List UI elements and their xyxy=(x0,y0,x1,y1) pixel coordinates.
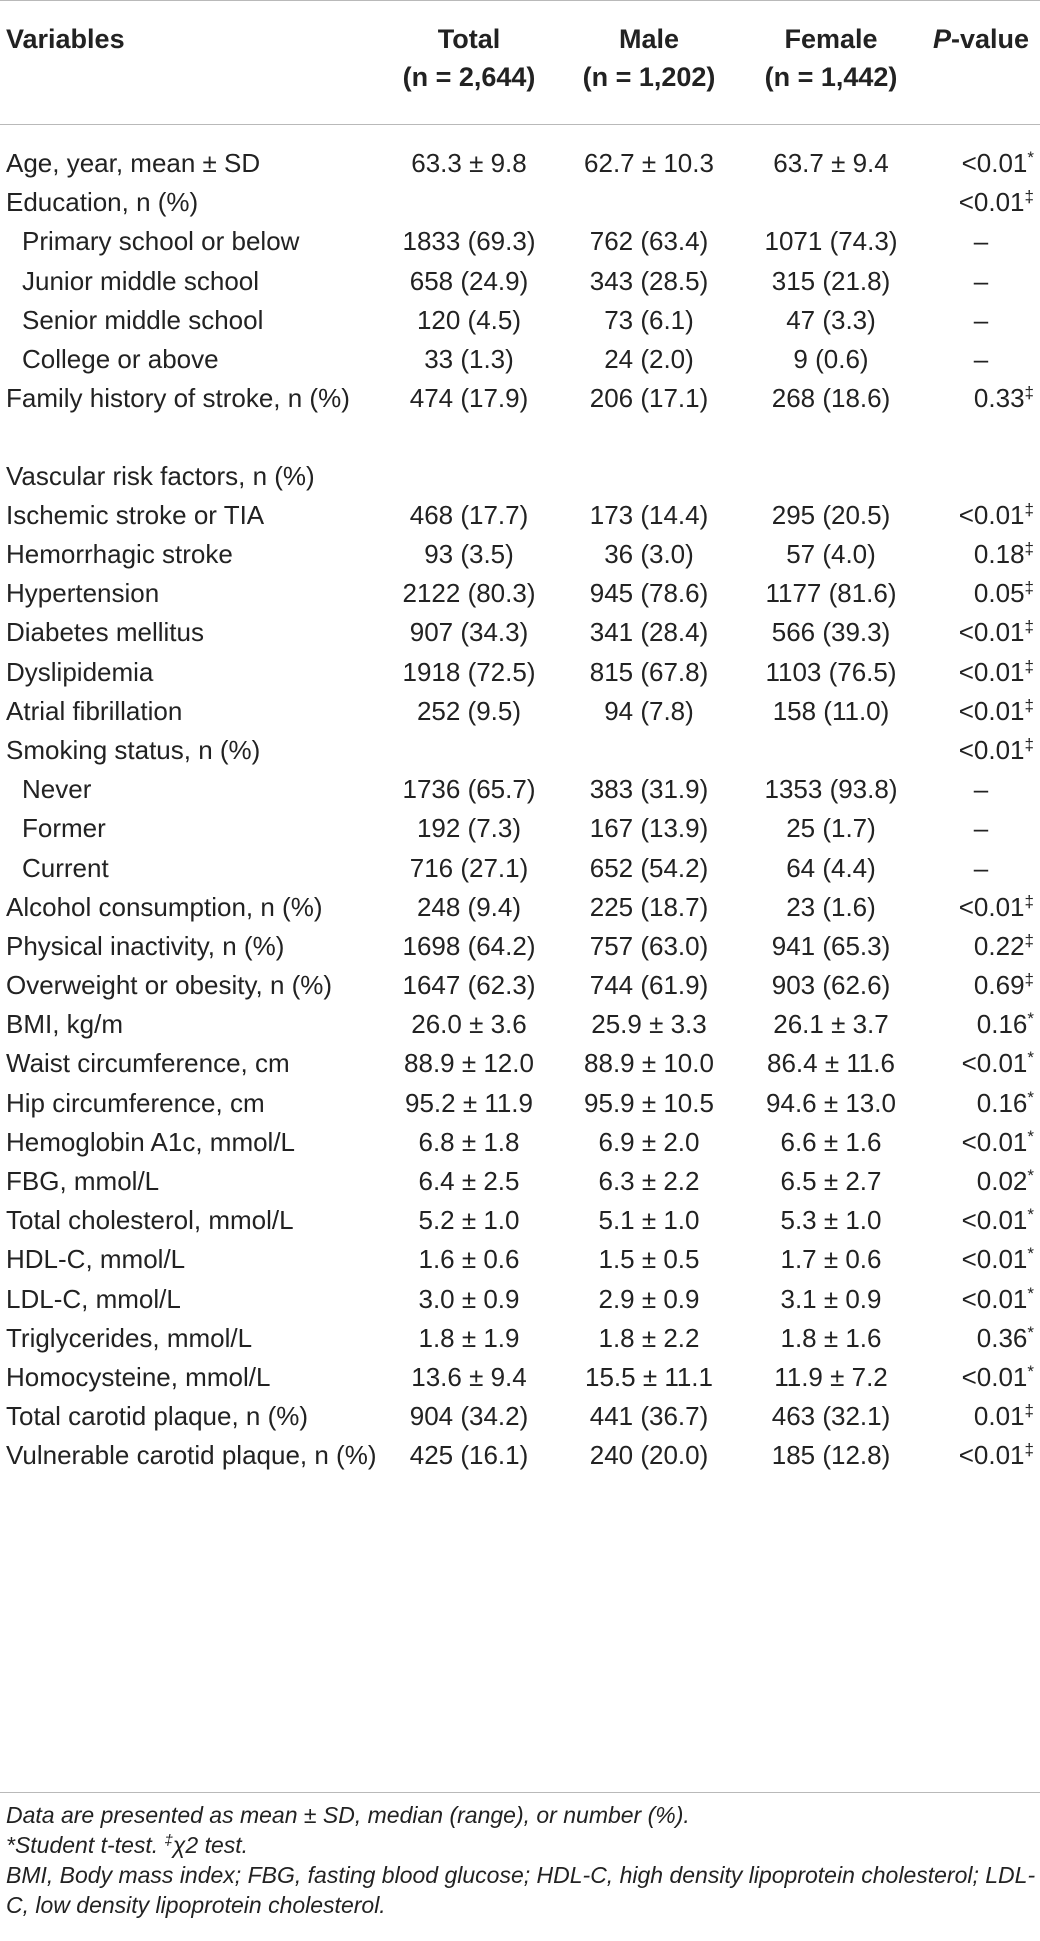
row-p-value xyxy=(922,340,1040,379)
row-total-value: 1.6 ± 0.6 xyxy=(418,1244,520,1275)
p-value-text: <0.01 xyxy=(961,1205,1028,1236)
row-variable-label: Former xyxy=(22,813,106,844)
header-p-rest: -value xyxy=(950,24,1030,54)
row-female-value xyxy=(740,457,922,496)
p-value-text: – xyxy=(973,813,989,844)
row-female-value: 1353 (93.8) xyxy=(764,774,898,805)
p-value-text: 0.01 xyxy=(973,1401,1025,1432)
p-value-test-mark: * xyxy=(1027,1009,1034,1029)
row-total-value: 474 (17.9) xyxy=(409,383,529,414)
row-total-value: 88.9 ± 12.0 xyxy=(404,1048,534,1079)
p-value-text: 0.33 xyxy=(973,383,1025,414)
row-total-value: 33 (1.3) xyxy=(424,343,514,374)
row-male-value: 744 (61.9) xyxy=(589,970,709,1001)
row-p-value xyxy=(922,809,1040,848)
row-p-value xyxy=(922,613,1040,652)
table-row xyxy=(0,535,1040,574)
row-p-value xyxy=(922,262,1040,301)
row-female-value: 1.7 ± 0.6 xyxy=(780,1244,882,1275)
row-p-value xyxy=(922,770,1040,809)
row-p-value xyxy=(922,457,1040,496)
p-value-text: <0.01 xyxy=(958,187,1025,218)
row-male-value: 2.9 ± 0.9 xyxy=(598,1283,700,1314)
row-p-value xyxy=(922,1280,1040,1319)
row-p-value xyxy=(922,222,1040,261)
p-value-test-mark: ‡ xyxy=(1024,187,1034,207)
row-male-value: 62.7 ± 10.3 xyxy=(584,148,714,178)
bottom-rule xyxy=(0,1792,1040,1793)
row-p-value xyxy=(922,927,1040,966)
p-value-text: 0.36 xyxy=(976,1322,1028,1353)
p-value-text: <0.01 xyxy=(958,1440,1025,1471)
p-value-test-mark: ‡ xyxy=(1024,656,1034,676)
table-row xyxy=(0,301,1040,340)
row-variable-label: Vulnerable carotid plaque, n (%) xyxy=(6,1440,377,1471)
row-male-value: 173 (14.4) xyxy=(589,499,709,530)
row-variable-label: Hip circumference, cm xyxy=(6,1087,265,1118)
footnote-dagger: ‡ xyxy=(164,1832,173,1849)
row-variable-label: HDL-C, mmol/L xyxy=(6,1244,186,1275)
p-value-text: 0.16 xyxy=(976,1009,1028,1040)
row-variable-label: Senior middle school xyxy=(22,304,264,335)
header-male xyxy=(558,0,740,144)
row-variable-label: Current xyxy=(22,852,109,883)
row-variable-label: Hypertension xyxy=(6,578,160,609)
row-p-value xyxy=(922,1319,1040,1358)
row-female-value: 57 (4.0) xyxy=(786,539,876,569)
row-total-value: 6.8 ± 1.8 xyxy=(418,1126,520,1157)
table-row xyxy=(0,927,1040,966)
p-value-text: <0.01 xyxy=(958,734,1025,765)
row-total-value: 1.8 ± 1.9 xyxy=(418,1322,520,1353)
row-female-value: 1177 (81.6) xyxy=(765,578,897,609)
p-value-test-mark: * xyxy=(1027,1283,1034,1303)
row-total-value: 120 (4.5) xyxy=(416,304,522,335)
row-total-value: 192 (7.3) xyxy=(416,813,522,844)
p-value-test-mark: * xyxy=(1027,1361,1034,1381)
row-variable-label: Never xyxy=(22,774,92,805)
header-female-label: Female xyxy=(784,24,878,54)
table-row xyxy=(0,379,1040,457)
row-total-value: 3.0 ± 0.9 xyxy=(418,1283,520,1314)
row-variable-label: Triglycerides, mmol/L xyxy=(6,1322,253,1353)
row-male-value: 815 (67.8) xyxy=(589,656,709,687)
row-variable-label: Family history of stroke, n (%) xyxy=(6,383,350,414)
row-female-value: 1.8 ± 1.6 xyxy=(780,1322,882,1353)
row-female-value: 3.1 ± 0.9 xyxy=(780,1283,882,1314)
p-value-text: 0.05 xyxy=(973,578,1025,609)
row-p-value xyxy=(922,1358,1040,1397)
table-row xyxy=(0,849,1040,888)
row-female-value: 941 (65.3) xyxy=(771,930,891,961)
row-male-value: 88.9 ± 10.0 xyxy=(584,1048,714,1079)
p-value-text: <0.01 xyxy=(958,695,1025,726)
table-row xyxy=(0,457,1040,496)
table-row xyxy=(0,183,1040,222)
row-variable-label: Vascular risk factors, n (%) xyxy=(6,460,315,491)
row-p-value xyxy=(922,379,1040,457)
table-row xyxy=(0,1123,1040,1162)
header-p-italic: P xyxy=(932,24,951,54)
header-female-n: (n = 1,442) xyxy=(764,62,898,92)
row-total-value: 248 (9.4) xyxy=(416,891,522,922)
header-female xyxy=(740,0,922,144)
row-male-value: 652 (54.2) xyxy=(589,852,709,883)
row-total-value: 716 (27.1) xyxy=(409,852,529,883)
row-total-value: 63.3 ± 9.8 xyxy=(411,148,527,178)
table-row xyxy=(0,574,1040,613)
row-variable-label: Smoking status, n (%) xyxy=(6,734,261,765)
header-variables: Variables xyxy=(6,24,125,54)
row-female-value: 158 (11.0) xyxy=(772,695,890,726)
row-variable-label: LDL-C, mmol/L xyxy=(6,1283,181,1314)
row-p-value xyxy=(922,1201,1040,1240)
row-female-value: 268 (18.6) xyxy=(771,383,891,414)
p-value-test-mark: ‡ xyxy=(1024,891,1034,911)
row-total-value: 13.6 ± 9.4 xyxy=(411,1361,527,1392)
row-p-value xyxy=(922,966,1040,1005)
row-total-value: 252 (9.5) xyxy=(416,695,522,726)
p-value-text: 0.02 xyxy=(976,1166,1028,1196)
p-value-test-mark: ‡ xyxy=(1024,617,1034,637)
p-value-text: 0.22 xyxy=(973,930,1025,961)
header-total-n: (n = 2,644) xyxy=(402,62,536,92)
table-row xyxy=(0,809,1040,848)
p-value-text: <0.01 xyxy=(961,148,1028,178)
row-variable-label: BMI, kg/m xyxy=(6,1009,124,1040)
table-row xyxy=(0,1436,1040,1514)
table-row xyxy=(0,1084,1040,1123)
row-p-value xyxy=(922,144,1040,183)
row-variable-label: Total cholesterol, mmol/L xyxy=(6,1205,294,1236)
row-p-value xyxy=(922,496,1040,535)
p-value-test-mark: ‡ xyxy=(1024,539,1034,558)
row-p-value xyxy=(922,692,1040,731)
p-value-test-mark: * xyxy=(1027,1126,1034,1146)
row-total-value xyxy=(380,731,558,770)
row-male-value: 6.9 ± 2.0 xyxy=(598,1126,700,1157)
row-male-value: 167 (13.9) xyxy=(589,813,709,844)
p-value-text: <0.01 xyxy=(958,891,1025,922)
p-value-test-mark: ‡ xyxy=(1024,578,1034,598)
row-female-value xyxy=(740,183,922,222)
table-row xyxy=(0,222,1040,261)
header-male-n: (n = 1,202) xyxy=(582,62,716,92)
table-row xyxy=(0,653,1040,692)
p-value-test-mark: * xyxy=(1027,1322,1034,1342)
table-row xyxy=(0,731,1040,770)
row-total-value: 907 (34.3) xyxy=(409,617,529,648)
row-male-value xyxy=(558,731,740,770)
p-value-text: – xyxy=(973,226,989,257)
row-total-value: 5.2 ± 1.0 xyxy=(418,1205,520,1236)
row-female-value: 63.7 ± 9.4 xyxy=(773,148,889,178)
table-row xyxy=(0,1162,1040,1201)
p-value-test-mark: * xyxy=(1027,1087,1034,1107)
row-variable-label: Junior middle school xyxy=(22,265,260,296)
row-variable-label: Overweight or obesity, n (%) xyxy=(6,970,333,1001)
row-p-value xyxy=(922,1240,1040,1279)
row-male-value: 1.5 ± 0.5 xyxy=(598,1244,700,1275)
p-value-text: <0.01 xyxy=(961,1126,1028,1157)
row-female-value: 185 (12.8) xyxy=(771,1440,891,1471)
row-variable-label: Waist circumference, cm xyxy=(6,1048,290,1079)
p-value-test-mark: * xyxy=(1027,1166,1034,1185)
p-value-text: <0.01 xyxy=(961,1048,1028,1079)
footnote-line-1: Data are presented as mean ± SD, median (range), or number (%). xyxy=(6,1802,690,1828)
p-value-text: <0.01 xyxy=(958,617,1025,648)
row-total-value xyxy=(380,457,558,496)
table-row xyxy=(0,613,1040,652)
row-total-value: 1698 (64.2) xyxy=(402,930,536,961)
table-row xyxy=(0,888,1040,927)
row-p-value xyxy=(922,301,1040,340)
p-value-text: – xyxy=(973,774,989,805)
row-female-value: 5.3 ± 1.0 xyxy=(780,1205,882,1236)
p-value-text: <0.01 xyxy=(961,1283,1028,1314)
p-value-text: <0.01 xyxy=(958,499,1025,530)
row-male-value: 343 (28.5) xyxy=(589,265,709,296)
table-row xyxy=(0,1280,1040,1319)
row-female-value: 47 (3.3) xyxy=(786,304,876,335)
p-value-text: – xyxy=(973,265,989,296)
row-total-value: 425 (16.1) xyxy=(409,1440,529,1471)
row-variable-label: Hemorrhagic stroke xyxy=(6,539,233,569)
row-female-value: 463 (32.1) xyxy=(771,1401,891,1432)
row-female-value: 26.1 ± 3.7 xyxy=(773,1009,889,1040)
row-variable-label: Physical inactivity, n (%) xyxy=(6,930,285,961)
row-p-value xyxy=(922,849,1040,888)
p-value-test-mark: * xyxy=(1027,148,1034,167)
p-value-test-mark: ‡ xyxy=(1024,1401,1034,1421)
row-total-value: 6.4 ± 2.5 xyxy=(418,1166,520,1196)
p-value-text: <0.01 xyxy=(961,1361,1028,1392)
row-male-value: 73 (6.1) xyxy=(604,304,694,335)
p-value-text: 0.16 xyxy=(976,1087,1028,1118)
row-total-value: 1833 (69.3) xyxy=(402,226,536,257)
row-total-value: 1736 (65.7) xyxy=(402,774,536,805)
footnote-line-2 xyxy=(6,1830,1036,1860)
row-female-value: 9 (0.6) xyxy=(793,343,869,374)
row-variable-label: Dyslipidemia xyxy=(6,656,154,687)
row-variable-label: Alcohol consumption, n (%) xyxy=(6,891,323,922)
p-value-test-mark: ‡ xyxy=(1024,1440,1034,1460)
row-variable-label: FBG, mmol/L xyxy=(6,1166,160,1196)
row-male-value: 1.8 ± 2.2 xyxy=(598,1322,700,1353)
row-total-value: 95.2 ± 11.9 xyxy=(405,1087,533,1118)
row-p-value xyxy=(922,1436,1040,1514)
p-value-test-mark: ‡ xyxy=(1024,734,1034,754)
table-row xyxy=(0,496,1040,535)
row-male-value: 15.5 ± 11.1 xyxy=(585,1361,713,1392)
table-row xyxy=(0,1358,1040,1397)
table-header xyxy=(0,0,1040,144)
row-variable-label: Homocysteine, mmol/L xyxy=(6,1361,271,1392)
row-female-value xyxy=(740,731,922,770)
row-female-value: 295 (20.5) xyxy=(771,499,891,530)
p-value-test-mark: * xyxy=(1027,1244,1034,1264)
row-total-value: 468 (17.7) xyxy=(409,499,529,530)
table-footnotes xyxy=(6,1800,1036,1920)
p-value-test-mark: * xyxy=(1027,1205,1034,1225)
p-value-test-mark: ‡ xyxy=(1024,499,1034,519)
p-value-text: – xyxy=(973,852,989,883)
footnote-student: *Student t-test. xyxy=(6,1832,159,1858)
row-male-value: 94 (7.8) xyxy=(604,695,694,726)
row-p-value xyxy=(922,731,1040,770)
table-row xyxy=(0,1319,1040,1358)
row-variable-label: Atrial fibrillation xyxy=(6,695,183,726)
row-variable-label: Ischemic stroke or TIA xyxy=(6,499,265,530)
row-p-value xyxy=(922,1397,1040,1436)
row-male-value: 5.1 ± 1.0 xyxy=(598,1205,700,1236)
table-row xyxy=(0,144,1040,183)
row-variable-label: Total carotid plaque, n (%) xyxy=(6,1401,309,1432)
row-female-value: 903 (62.6) xyxy=(771,970,891,1001)
row-total-value: 904 (34.2) xyxy=(409,1401,529,1432)
footnote-chi: χ2 test. xyxy=(172,1832,249,1858)
row-female-value: 25 (1.7) xyxy=(786,813,876,844)
row-p-value xyxy=(922,888,1040,927)
row-total-value xyxy=(380,183,558,222)
row-female-value: 6.6 ± 1.6 xyxy=(780,1126,882,1157)
row-male-value xyxy=(558,457,740,496)
row-variable-label: Education, n (%) xyxy=(6,187,199,218)
row-male-value: 25.9 ± 3.3 xyxy=(591,1009,707,1040)
row-p-value xyxy=(922,1044,1040,1083)
row-p-value xyxy=(922,1005,1040,1044)
row-female-value: 566 (39.3) xyxy=(771,617,891,648)
row-male-value: 762 (63.4) xyxy=(589,226,709,257)
table-row xyxy=(0,1397,1040,1436)
row-female-value: 1071 (74.3) xyxy=(764,226,898,257)
row-variable-label: Age, year, mean ± SD xyxy=(6,148,261,178)
row-p-value xyxy=(922,183,1040,222)
table-row xyxy=(0,1240,1040,1279)
row-male-value: 945 (78.6) xyxy=(589,578,709,609)
row-total-value: 1918 (72.5) xyxy=(402,656,536,687)
row-male-value: 95.9 ± 10.5 xyxy=(584,1087,714,1118)
p-value-text: – xyxy=(973,304,989,335)
row-p-value xyxy=(922,1162,1040,1201)
p-value-test-mark: ‡ xyxy=(1024,383,1034,403)
p-value-text: <0.01 xyxy=(961,1244,1028,1275)
header-male-label: Male xyxy=(618,24,680,54)
p-value-test-mark: * xyxy=(1027,1048,1034,1068)
row-male-value: 36 (3.0) xyxy=(604,539,694,569)
table-row xyxy=(0,1201,1040,1240)
row-male-value: 441 (36.7) xyxy=(589,1401,709,1432)
row-male-value: 225 (18.7) xyxy=(589,891,709,922)
row-variable-label: Hemoglobin A1c, mmol/L xyxy=(6,1126,296,1157)
row-female-value: 11.9 ± 7.2 xyxy=(774,1361,888,1392)
header-total-label: Total xyxy=(437,24,501,54)
table-row xyxy=(0,692,1040,731)
row-male-value: 206 (17.1) xyxy=(589,383,709,414)
p-value-test-mark: ‡ xyxy=(1024,930,1034,950)
row-variable-label: Primary school or below xyxy=(22,226,300,257)
row-male-value: 6.3 ± 2.2 xyxy=(598,1166,700,1196)
row-female-value: 315 (21.8) xyxy=(771,265,891,296)
row-variable-label: Diabetes mellitus xyxy=(6,617,204,648)
p-value-test-mark: ‡ xyxy=(1024,970,1034,990)
table-row xyxy=(0,966,1040,1005)
row-total-value: 93 (3.5) xyxy=(424,539,514,569)
row-total-value: 2122 (80.3) xyxy=(402,578,536,609)
p-value-text: 0.18 xyxy=(973,539,1025,569)
footnote-line-3: BMI, Body mass index; FBG, fasting blood glucose; HDL-C, high density lipoprotein cholesterol; LDL-C, low density lipoprotein cholesterol. xyxy=(6,1862,1036,1918)
row-female-value: 1103 (76.5) xyxy=(765,656,897,687)
row-female-value: 86.4 ± 11.6 xyxy=(767,1048,895,1079)
row-total-value: 658 (24.9) xyxy=(409,265,529,296)
p-value-test-mark: ‡ xyxy=(1024,695,1034,715)
row-p-value xyxy=(922,535,1040,574)
row-p-value xyxy=(922,653,1040,692)
table-body xyxy=(0,144,1040,1514)
row-variable-label: College or above xyxy=(22,343,219,374)
row-p-value xyxy=(922,1123,1040,1162)
row-male-value: 240 (20.0) xyxy=(589,1440,709,1471)
row-p-value xyxy=(922,574,1040,613)
row-male-value xyxy=(558,183,740,222)
table-row xyxy=(0,1005,1040,1044)
table-row xyxy=(0,262,1040,301)
header-p-value xyxy=(922,0,1040,144)
row-male-value: 383 (31.9) xyxy=(589,774,709,805)
table-row xyxy=(0,1044,1040,1083)
header-total xyxy=(380,0,558,144)
row-male-value: 341 (28.4) xyxy=(589,617,709,648)
table-row xyxy=(0,340,1040,379)
p-value-text: – xyxy=(973,343,989,374)
p-value-text: 0.69 xyxy=(973,970,1025,1001)
row-p-value xyxy=(922,1084,1040,1123)
row-female-value: 23 (1.6) xyxy=(786,891,876,922)
row-male-value: 757 (63.0) xyxy=(589,930,709,961)
row-female-value: 64 (4.4) xyxy=(786,852,876,883)
row-male-value: 24 (2.0) xyxy=(604,343,694,374)
row-female-value: 6.5 ± 2.7 xyxy=(780,1166,882,1196)
p-value-text: <0.01 xyxy=(958,656,1025,687)
row-total-value: 26.0 ± 3.6 xyxy=(411,1009,527,1040)
row-total-value: 1647 (62.3) xyxy=(402,970,536,1001)
table-row xyxy=(0,770,1040,809)
row-female-value: 94.6 ± 13.0 xyxy=(766,1087,896,1118)
